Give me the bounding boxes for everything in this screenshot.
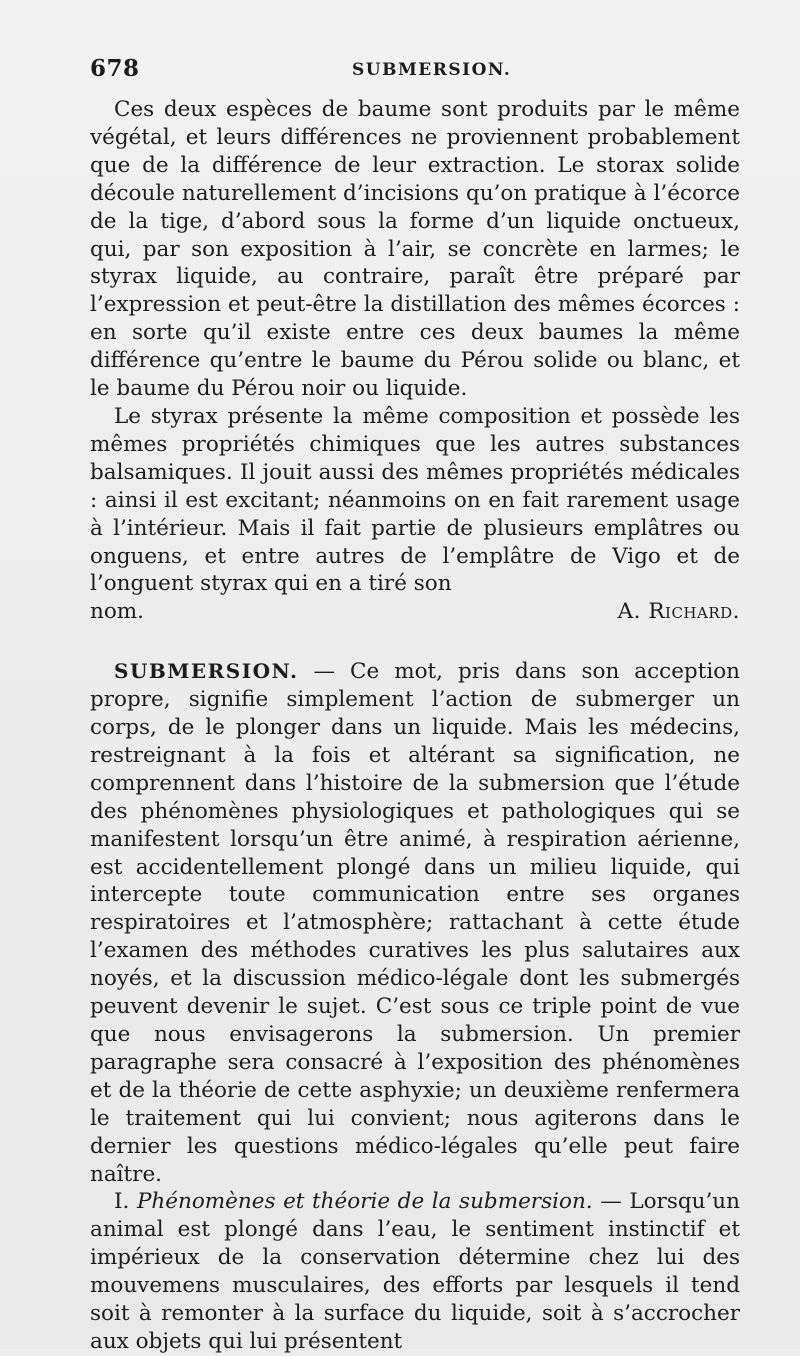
section-gap [90, 626, 740, 658]
styrax-paragraph-2-text: Le styrax présente la même composition et possède les mêmes propriétés chimiques que les autres substances balsamiques. Il jouit aussi des mêmes propriétés médicales : ainsi il est excitant; néanmoins on en fait rarement usage à l’intérieur. Mais il fait partie de plusieurs emplâtres ou onguens, et entre autres de l’emplâtre de Vigo et de l’onguent styrax qui en a tiré son [90, 403, 740, 597]
entry-term: SUBMERSION. [114, 659, 299, 684]
subsection-title: Phénomènes et théorie de la submersion. [136, 1189, 593, 1215]
styrax-paragraph-2 [90, 403, 740, 598]
subsection-number: I. [114, 1189, 137, 1215]
styrax-paragraph-1: Ces deux espèces de baume sont produits par le même végétal, et leurs différences ne proviennent probablement que de la différence de leur extraction. Le storax solide découle naturellement d’incisions qu’on pratique à l’écorce de la tige, d’abord sous la forme d’un liquide onctueux, qui, par son exposition à l’air, se concrète en larmes; le styrax liquide, au contraire, paraît être préparé par l’expression et peut-être la distillation des mêmes écorces : en sorte qu’il existe entre ces deux baumes la même différence qu’entre le baume du Pérou solide ou blanc, et le baume du Pérou noir ou liquide. [90, 97, 740, 402]
page-number: 678 [90, 55, 140, 82]
page-header [90, 55, 740, 95]
submersion-paragraph-1-text: — Ce mot, pris dans son acception propre, signifie simplement l’action de submerger un corps, de le plonger dans un liquide. Mais les médecins, restreignant à la fois et altérant sa signification, ne comprennent dans l’histoire de la submersion que l’étude des phénomènes physiologiques et pathologiques qui se manifestent lorsqu’un être animé, à respiration aérienne, est accidentellement plongé dans un milieu liquide, qui intercepte toute communication entre ses organes respiratoires et l’atmosphère; rattachant à cette étude l’examen des méthodes curatives les plus salutaires aux noyés, et la discussion médico-légale dont les submergés peuvent devenir le sujet. C’est sous ce triple point de vue que nous envisagerons la submersion. Un premier paragraphe sera consacré à l’exposition des phénomènes et de la théorie de cette asphyxie; un deuxième renfermera le traitement qui lui convient; nous agiterons dans le dernier les questions médico-légales qu’elle peut faire naître. [90, 659, 740, 1187]
author-signature: A. Richard. [617, 599, 740, 625]
submersion-paragraph-1 [90, 658, 740, 1188]
submersion-paragraph-2 [90, 1188, 740, 1355]
signature-line [90, 598, 740, 626]
styrax-paragraph-2-end: nom. [90, 599, 145, 625]
running-head: SUBMERSION. [352, 60, 512, 80]
submersion-paragraph-2-text: — Lorsqu’un animal est plongé dans l’eau, le sentiment instinctif et impérieux de la conservation détermine chez lui des mouvemens musculaires, des efforts par lesquels il tend soit à remonter à la surface du liquide, soit à s’accrocher aux objets qui lui présentent [90, 1189, 740, 1354]
page-body [90, 96, 740, 1356]
